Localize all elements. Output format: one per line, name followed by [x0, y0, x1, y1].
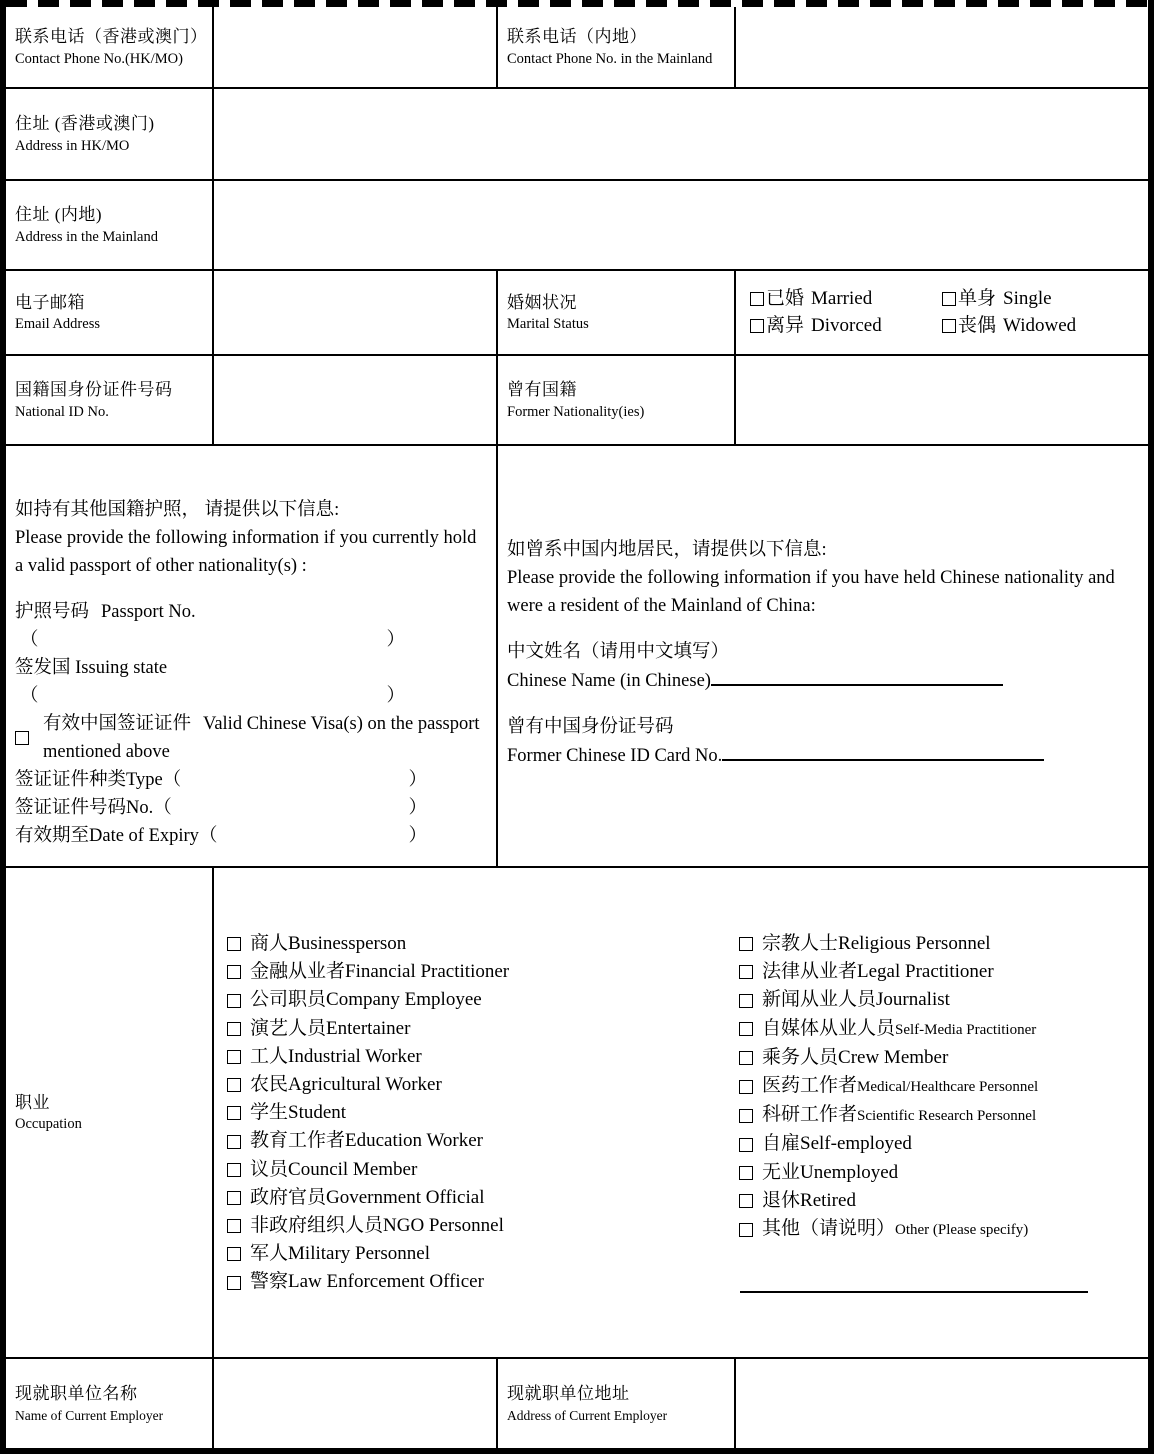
passport-no-blank[interactable]: （ ） — [20, 630, 405, 650]
employer-address-label-zh: 现就职单位地址 — [507, 1384, 630, 1404]
occupation-option-crew-member[interactable]: 乘务人员 Crew Member — [739, 1044, 1142, 1072]
checkbox-icon — [739, 1109, 753, 1123]
checkbox-icon — [739, 1080, 753, 1094]
row-passport-china — [6, 445, 1148, 867]
occupation-option-self-employed[interactable]: 自雇 Self-employed — [739, 1130, 1142, 1158]
checkbox-icon — [227, 937, 241, 951]
occupation-options-right-column — [739, 930, 1142, 1298]
occupation-options-left-column — [227, 930, 739, 1298]
checkbox-icon — [739, 1223, 753, 1237]
checkbox-icon — [942, 292, 956, 306]
employer-name-label — [6, 1358, 213, 1448]
occupation-option-retired[interactable]: 退休 Retired — [739, 1187, 1142, 1215]
checkbox-icon — [227, 1191, 241, 1205]
email-label-en: Email Address — [15, 316, 100, 333]
occupation-option-military-personnel[interactable]: 军人 Military Personnel — [227, 1240, 739, 1268]
address-hkmo-label-en: Address in HK/MO — [15, 137, 130, 154]
occupation-option-self-media-practitioner[interactable]: 自媒体从业人员 Self-Media Practitioner — [739, 1015, 1142, 1044]
national-id-input[interactable] — [213, 355, 497, 445]
visa-type-field[interactable]: 签证证件种类Type （ ） — [15, 770, 427, 790]
occupation-option-other[interactable]: 其他（请说明） Other (Please specify) — [739, 1215, 1142, 1244]
email-label — [6, 270, 213, 355]
checkbox-icon — [227, 1135, 241, 1149]
checkbox-icon — [750, 292, 764, 306]
contact-phone-mainland-label-zh: 联系电话（内地） — [507, 27, 647, 47]
occupation-option-ngo-personnel[interactable]: 非政府组织人员 NGO Personnel — [227, 1212, 739, 1240]
row-address-mainland — [6, 180, 1148, 270]
checkbox-icon — [739, 1022, 753, 1036]
occupation-option-student[interactable]: 学生 Student — [227, 1099, 739, 1127]
marital-status-label-en: Marital Status — [507, 316, 589, 333]
checkbox-icon — [227, 1219, 241, 1233]
other-passport-section — [6, 445, 497, 867]
address-hkmo-label-zh: 住址 (香港或澳门) — [15, 114, 155, 134]
occupation-other-specify-blank[interactable] — [740, 1273, 1088, 1293]
page-top-dashed-border — [6, 0, 1148, 7]
checkbox-icon — [227, 1022, 241, 1036]
occupation-label-zh: 职业 — [15, 1092, 50, 1112]
chinese-name-line: Chinese Name (in Chinese) — [507, 666, 1136, 695]
checkbox-icon — [739, 937, 753, 951]
former-nationality-label — [497, 355, 735, 445]
address-mainland-input[interactable] — [213, 180, 1148, 270]
visa-no-field[interactable]: 签证证件号码No. （ ） — [15, 798, 427, 818]
occupation-option-financial-practitioner[interactable]: 金融从业者 Financial Practitioner — [227, 958, 739, 986]
checkbox-icon — [227, 1106, 241, 1120]
checkbox-option-divorced[interactable]: 离异 Divorced — [750, 313, 942, 339]
former-nationality-label-zh: 曾有国籍 — [507, 380, 577, 400]
contact-phone-mainland-label — [497, 7, 735, 88]
row-contact-phone — [6, 7, 1148, 88]
employer-address-input[interactable] — [735, 1358, 1148, 1448]
marital-status-label — [497, 270, 735, 355]
occupation-option-agricultural-worker[interactable]: 农民 Agricultural Worker — [227, 1071, 739, 1099]
checkbox-icon — [227, 1163, 241, 1177]
checkbox-icon — [227, 1078, 241, 1092]
contact-phone-hkmo-input[interactable] — [213, 7, 497, 88]
occupation-option-entertainer[interactable]: 演艺人员 Entertainer — [227, 1015, 739, 1043]
occupation-option-industrial-worker[interactable]: 工人 Industrial Worker — [227, 1043, 739, 1071]
contact-phone-mainland-label-en: Contact Phone No. in the Mainland — [507, 50, 713, 67]
checkbox-icon — [227, 1247, 241, 1261]
employer-name-label-zh: 现就职单位名称 — [15, 1384, 138, 1404]
checkbox-icon — [739, 965, 753, 979]
former-chinese-id-line: Former Chinese ID Card No. — [507, 741, 1136, 770]
passport-intro-zh: 如持有其他国籍护照， 请提供以下信息: — [15, 500, 340, 520]
occupation-option-company-employee[interactable]: 公司职员 Company Employee — [227, 986, 739, 1014]
checkbox-icon — [739, 1138, 753, 1152]
employer-name-input[interactable] — [213, 1358, 497, 1448]
visa-expiry-field[interactable]: 有效期至Date of Expiry （ ） — [15, 826, 427, 846]
address-mainland-label — [6, 180, 213, 270]
occupation-label — [6, 867, 213, 1358]
checkbox-icon — [227, 965, 241, 979]
contact-phone-mainland-input[interactable] — [735, 7, 1148, 88]
employer-address-label-en: Address of Current Employer — [507, 1408, 668, 1424]
checkbox-icon — [227, 1050, 241, 1064]
former-chinese-resident-section — [497, 445, 1148, 867]
checkbox-option-single[interactable]: 单身 Single — [942, 286, 1148, 312]
occupation-option-government-official[interactable]: 政府官员 Government Official — [227, 1184, 739, 1212]
address-mainland-label-en: Address in the Mainland — [15, 228, 158, 245]
national-id-label-en: National ID No. — [15, 403, 109, 420]
employer-name-label-en: Name of Current Employer — [15, 1408, 164, 1424]
national-id-label-zh: 国籍国身份证件号码 — [15, 380, 173, 400]
checkbox-icon — [227, 994, 241, 1008]
china-intro-zh: 如曾系中国内地居民，请提供以下信息: — [507, 540, 827, 560]
occupation-option-legal-practitioner[interactable]: 法律从业者 Legal Practitioner — [739, 958, 1142, 986]
checkbox-option-widowed[interactable]: 丧偶 Widowed — [942, 313, 1148, 339]
former-chinese-id-label-zh: 曾有中国身份证号码 — [507, 717, 674, 737]
address-hkmo-label — [6, 88, 213, 180]
row-occupation — [6, 867, 1148, 1358]
row-address-hkmo — [6, 88, 1148, 180]
checkbox-icon — [739, 1051, 753, 1065]
former-chinese-id-blank[interactable] — [722, 741, 1044, 761]
occupation-option-law-enforcement-officer[interactable]: 警察 Law Enforcement Officer — [227, 1268, 739, 1296]
contact-phone-hkmo-label-zh: 联系电话（香港或澳门） — [15, 27, 208, 47]
email-input[interactable] — [213, 270, 497, 355]
address-mainland-label-zh: 住址 (内地) — [15, 205, 103, 225]
checkbox-icon — [15, 731, 29, 745]
marital-status-options — [735, 270, 1148, 355]
occupation-option-scientific-research-personnel[interactable]: 科研工作者 Scientific Research Personnel — [739, 1101, 1142, 1130]
email-label-zh: 电子邮箱 — [15, 292, 85, 312]
passport-intro-en: Please provide the following information if you currently hold a valid passport of other nationality(s) : — [15, 528, 477, 576]
occupation-other-specify-line — [740, 1273, 1142, 1298]
checkbox-icon — [739, 1166, 753, 1180]
marital-status-label-zh: 婚姻状况 — [507, 292, 577, 312]
chinese-name-blank[interactable] — [711, 666, 1003, 686]
address-hkmo-input[interactable] — [213, 88, 1148, 180]
passport-no-label: 护照号码 Passport No. — [15, 602, 196, 622]
employer-address-label — [497, 1358, 735, 1448]
checkbox-icon — [942, 319, 956, 333]
checkbox-icon — [739, 994, 753, 1008]
occupation-option-unemployed[interactable]: 无业 Unemployed — [739, 1159, 1142, 1187]
checkbox-icon — [227, 1276, 241, 1290]
checkbox-icon — [750, 319, 764, 333]
occupation-options — [213, 867, 1148, 1358]
row-national-id — [6, 355, 1148, 445]
contact-phone-hkmo-label-en: Contact Phone No.(HK/MO) — [15, 50, 183, 67]
occupation-option-businessperson[interactable]: 商人 Businessperson — [227, 930, 739, 958]
row-email-marital — [6, 270, 1148, 355]
occupation-option-religious-personnel[interactable]: 宗教人士 Religious Personnel — [739, 930, 1142, 958]
checkbox-option-married[interactable]: 已婚 Married — [750, 286, 942, 312]
china-intro-en: Please provide the following information if you have held Chinese nationality and were a resident of the Mainland of China: — [507, 568, 1115, 616]
occupation-label-en: Occupation — [15, 1116, 82, 1133]
application-form-table — [6, 7, 1148, 1448]
occupation-option-medical-healthcare-personnel[interactable]: 医药工作者 Medical/Healthcare Personnel — [739, 1072, 1142, 1101]
occupation-option-council-member[interactable]: 议员 Council Member — [227, 1156, 739, 1184]
occupation-option-journalist[interactable]: 新闻从业人员 Journalist — [739, 986, 1142, 1014]
former-nationality-label-en: Former Nationality(ies) — [507, 403, 645, 420]
national-id-label — [6, 355, 213, 445]
checkbox-icon — [739, 1194, 753, 1208]
chinese-name-label-zh: 中文姓名（请用中文填写） — [507, 642, 730, 662]
contact-phone-hkmo-label — [6, 7, 213, 88]
former-nationality-input[interactable] — [735, 355, 1148, 445]
row-employer — [6, 1358, 1148, 1448]
issuing-state-label: 签发国 Issuing state — [15, 658, 168, 678]
issuing-state-blank[interactable]: （ ） — [20, 686, 405, 706]
occupation-option-education-worker[interactable]: 教育工作者 Education Worker — [227, 1127, 739, 1155]
checkbox-option-valid-chinese-visa[interactable]: 有效中国签证证件 Valid Chinese Visa(s) on the passport mentioned above — [15, 710, 486, 766]
